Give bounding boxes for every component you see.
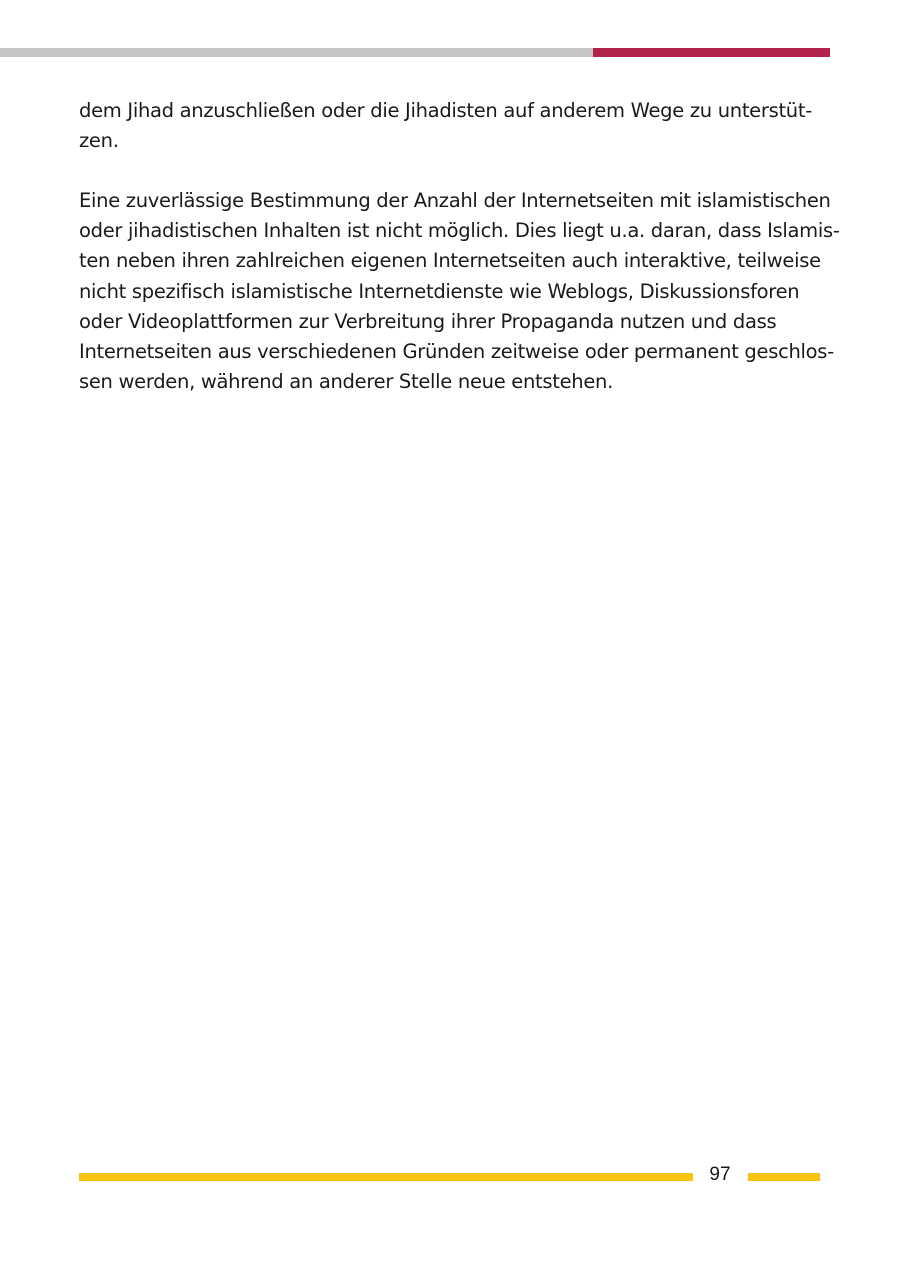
page-number: 97 bbox=[709, 1164, 731, 1185]
paragraph-internet-sites bbox=[79, 186, 839, 397]
footer-rule-right bbox=[748, 1173, 820, 1181]
text-line: nicht spezifisch islamistische Internetdienste wie Weblogs, Diskussionsforen bbox=[79, 279, 800, 303]
text-line: oder jihadistischen Inhalten ist nicht möglich. Dies liegt u.a. daran, dass Islamis- bbox=[79, 219, 840, 243]
header-rule-accent bbox=[593, 48, 830, 57]
text-line: Internetseiten aus verschiedenen Gründen zeitweise oder permanent geschlos- bbox=[79, 340, 834, 364]
header-rule-gray bbox=[0, 48, 593, 57]
footer-rule-left bbox=[79, 1173, 693, 1181]
text-line: Eine zuverlässige Bestimmung der Anzahl der Internetseiten mit islamistischen bbox=[79, 189, 831, 212]
paragraph-continuation bbox=[79, 96, 839, 156]
text-line: ten neben ihren zahlreichen eigenen Internetseiten auch interaktive, teilweise bbox=[79, 249, 821, 273]
text-line: oder Videoplattformen zur Verbreitung ihrer Propaganda nutzen und dass bbox=[79, 309, 777, 333]
text-line: zen. bbox=[79, 129, 119, 153]
text-line: sen werden, während an anderer Stelle neue entstehen. bbox=[79, 370, 614, 394]
text-line: dem Jihad anzuschließen oder die Jihadisten auf anderem Wege zu unterstüt- bbox=[79, 99, 812, 122]
